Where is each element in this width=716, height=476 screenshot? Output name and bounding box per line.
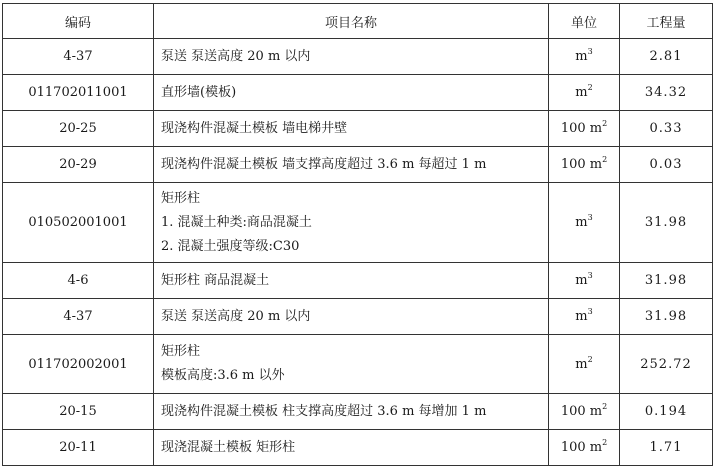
cell-quantity: 31.98 <box>620 299 713 335</box>
table-row <box>3 335 713 394</box>
cell-code: 20-29 <box>3 147 154 183</box>
unit-symbol: m <box>575 85 588 100</box>
cell-code: 011702002001 <box>3 335 154 394</box>
cell-name <box>154 111 549 147</box>
table-row <box>3 263 713 299</box>
cell-name <box>154 263 549 299</box>
cell-code: 010502001001 <box>3 183 154 263</box>
unit-symbol: m <box>589 157 603 172</box>
unit-exponent: 2 <box>602 155 608 164</box>
name-line: 泵送 泵送高度 20 m 以内 <box>161 308 311 324</box>
unit-exponent: 2 <box>602 402 608 411</box>
table-row <box>3 430 713 466</box>
unit-symbol: m <box>575 273 588 288</box>
cell-quantity: 1.71 <box>620 430 713 466</box>
unit-exponent: 3 <box>587 213 593 222</box>
unit-symbol: m <box>575 356 588 372</box>
unit-exponent: 3 <box>587 271 593 280</box>
unit-prefix: 100 <box>560 121 590 136</box>
name-line: 泵送 泵送高度 20 m 以内 <box>161 48 311 64</box>
cell-unit <box>549 147 620 183</box>
header-quantity: 工程量 <box>620 4 713 39</box>
quantity-table <box>2 3 713 466</box>
table-row <box>3 394 713 430</box>
unit-exponent: 2 <box>587 354 593 364</box>
cell-code: 011702011001 <box>3 75 154 111</box>
quantity-table-container <box>2 3 713 466</box>
cell-unit <box>549 430 620 466</box>
name-line: 现浇构件混凝土模板 墙电梯井壁 <box>161 120 348 136</box>
unit-exponent: 3 <box>587 307 593 316</box>
cell-name <box>154 147 549 183</box>
cell-unit <box>549 394 620 430</box>
name-line: 矩形柱 商品混凝土 <box>161 272 270 288</box>
cell-name <box>154 394 549 430</box>
header-name: 项目名称 <box>154 4 549 39</box>
unit-exponent: 2 <box>587 83 593 92</box>
cell-unit <box>549 299 620 335</box>
name-line: 1. 混凝土种类:商品混凝土 <box>161 214 312 230</box>
cell-code: 20-11 <box>3 430 154 466</box>
cell-unit <box>549 39 620 75</box>
table-row <box>3 299 713 335</box>
name-line: 矩形柱 <box>161 190 201 206</box>
cell-name <box>154 39 549 75</box>
unit-symbol: m <box>589 121 603 136</box>
cell-name <box>154 299 549 335</box>
name-line: 2. 混凝土强度等级:C30 <box>161 238 300 254</box>
unit-prefix: 100 <box>560 440 590 455</box>
unit-symbol: m <box>589 440 603 455</box>
cell-name <box>154 430 549 466</box>
unit-symbol: m <box>575 309 588 324</box>
name-line: 现浇构件混凝土模板 柱支撑高度超过 3.6 m 每增加 1 m <box>161 403 487 419</box>
name-line: 矩形柱 <box>161 344 201 359</box>
unit-exponent: 2 <box>602 438 608 447</box>
name-line: 模板高度:3.6 m 以外 <box>161 368 285 383</box>
unit-symbol: m <box>589 404 603 419</box>
unit-exponent: 3 <box>587 47 593 56</box>
table-row <box>3 147 713 183</box>
cell-unit <box>549 263 620 299</box>
table-row <box>3 183 713 263</box>
cell-code: 4-37 <box>3 299 154 335</box>
table-body <box>3 39 713 466</box>
cell-unit <box>549 111 620 147</box>
unit-symbol: m <box>575 49 588 64</box>
name-line: 直形墙(模板) <box>161 84 237 100</box>
cell-quantity: 0.194 <box>620 394 713 430</box>
cell-code: 20-25 <box>3 111 154 147</box>
table-header-row <box>3 4 713 39</box>
unit-prefix: 100 <box>560 157 590 172</box>
name-line: 现浇构件混凝土模板 墙支撑高度超过 3.6 m 每超过 1 m <box>161 156 487 172</box>
cell-name <box>154 75 549 111</box>
table-row <box>3 39 713 75</box>
cell-quantity: 2.81 <box>620 39 713 75</box>
cell-code: 20-15 <box>3 394 154 430</box>
cell-quantity: 252.72 <box>620 335 713 394</box>
cell-unit <box>549 183 620 263</box>
header-code: 编码 <box>3 4 154 39</box>
table-row <box>3 111 713 147</box>
cell-unit <box>549 75 620 111</box>
cell-code: 4-6 <box>3 263 154 299</box>
name-line: 现浇混凝土模板 矩形柱 <box>161 439 296 455</box>
cell-code: 4-37 <box>3 39 154 75</box>
header-unit: 单位 <box>549 4 620 39</box>
cell-unit <box>549 335 620 394</box>
cell-quantity: 0.33 <box>620 111 713 147</box>
cell-name <box>154 335 549 394</box>
cell-quantity: 31.98 <box>620 183 713 263</box>
unit-exponent: 2 <box>602 119 608 128</box>
cell-name <box>154 183 549 263</box>
unit-prefix: 100 <box>560 404 590 419</box>
unit-symbol: m <box>575 215 588 230</box>
cell-quantity: 34.32 <box>620 75 713 111</box>
cell-quantity: 31.98 <box>620 263 713 299</box>
table-row <box>3 75 713 111</box>
cell-quantity: 0.03 <box>620 147 713 183</box>
